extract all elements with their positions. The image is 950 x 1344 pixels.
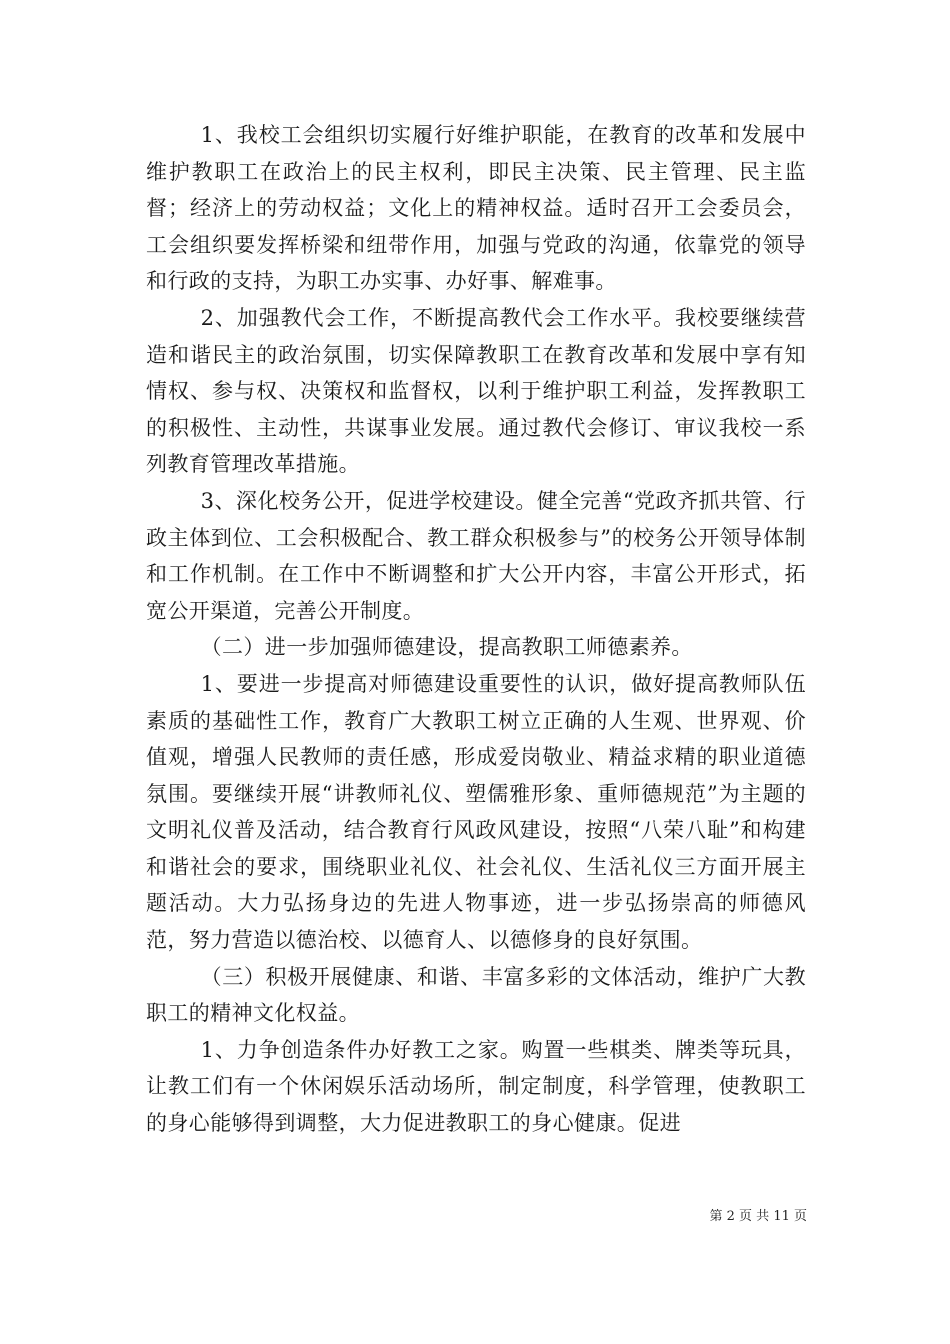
section-heading-teacher-ethics: （二）进一步加强师德建设，提高教职工师德素养。 bbox=[200, 635, 693, 660]
document-body bbox=[146, 117, 806, 1142]
paragraph-school-affairs: 3、深化校务公开，促进学校建设。健全完善“党政齐抓共管、行政主体到位、工会积极配合、教工群众积极参与”的校务公开领导体制和工作机制。在工作中不断调整和扩大公开内容，丰富公开形式，拓宽公开渠道，完善公开制度。 bbox=[146, 488, 806, 623]
paragraph-union-duties: 1、我校工会组织切实履行好维护职能，在教育的改革和发展中维护教职工在政治上的民主权利，即民主决策、民主管理、民主监督；经济上的劳动权益；文化上的精神权益。适时召开工会委员会，工会组织要发挥桥梁和纽带作用，加强与党政的沟通，依靠党的领导和行政的支持，为职工办实事、办好事、解难事。 bbox=[146, 123, 806, 294]
paragraph-staff-congress: 2、加强教代会工作，不断提高教代会工作水平。我校要继续营造和谐民主的政治氛围，切实保障教职工在教育改革和发展中享有知情权、参与权、决策权和监督权，以利于维护职工利益，发挥教职工的积极性、主动性，共谋事业发展。通过教代会修订、审议我校一系列教育管理改革措施。 bbox=[146, 305, 806, 477]
paragraph-staff-home: 1、力争创造条件办好教工之家。购置一些棋类、牌类等玩具，让教工们有一个休闲娱乐活动场所，制定制度，科学管理，使教职工的身心能够得到调整，大力促进教职工的身心健康。促进 bbox=[146, 1037, 806, 1136]
section-heading-cultural-activities: （三）积极开展健康、和谐、丰富多彩的文体活动，维护广大教职工的精神文化权益。 bbox=[146, 964, 806, 1026]
paragraph-teacher-ethics: 1、要进一步提高对师德建设重要性的认识，做好提高教师队伍素质的基础性工作，教育广大教职工树立正确的人生观、世界观、价值观，增强人民教师的责任感，形成爱岗敬业、精益求精的职业道德氛围。要继续开展“讲教师礼仪、塑儒雅形象、重师德规范”为主题的文明礼仪普及活动，结合教育行风政风建设，按照“八荣八耻”和构建和谐社会的要求，围绕职业礼仪、社会礼仪、生活礼仪三方面开展主题活动。大力弘扬身边的先进人物事迹，进一步弘扬崇高的师德风范，努力营造以德治校、以德育人、以德修身的良好氛围。 bbox=[146, 671, 806, 953]
page-number-footer: 第 2 页 共 11 页 bbox=[709, 1209, 807, 1224]
